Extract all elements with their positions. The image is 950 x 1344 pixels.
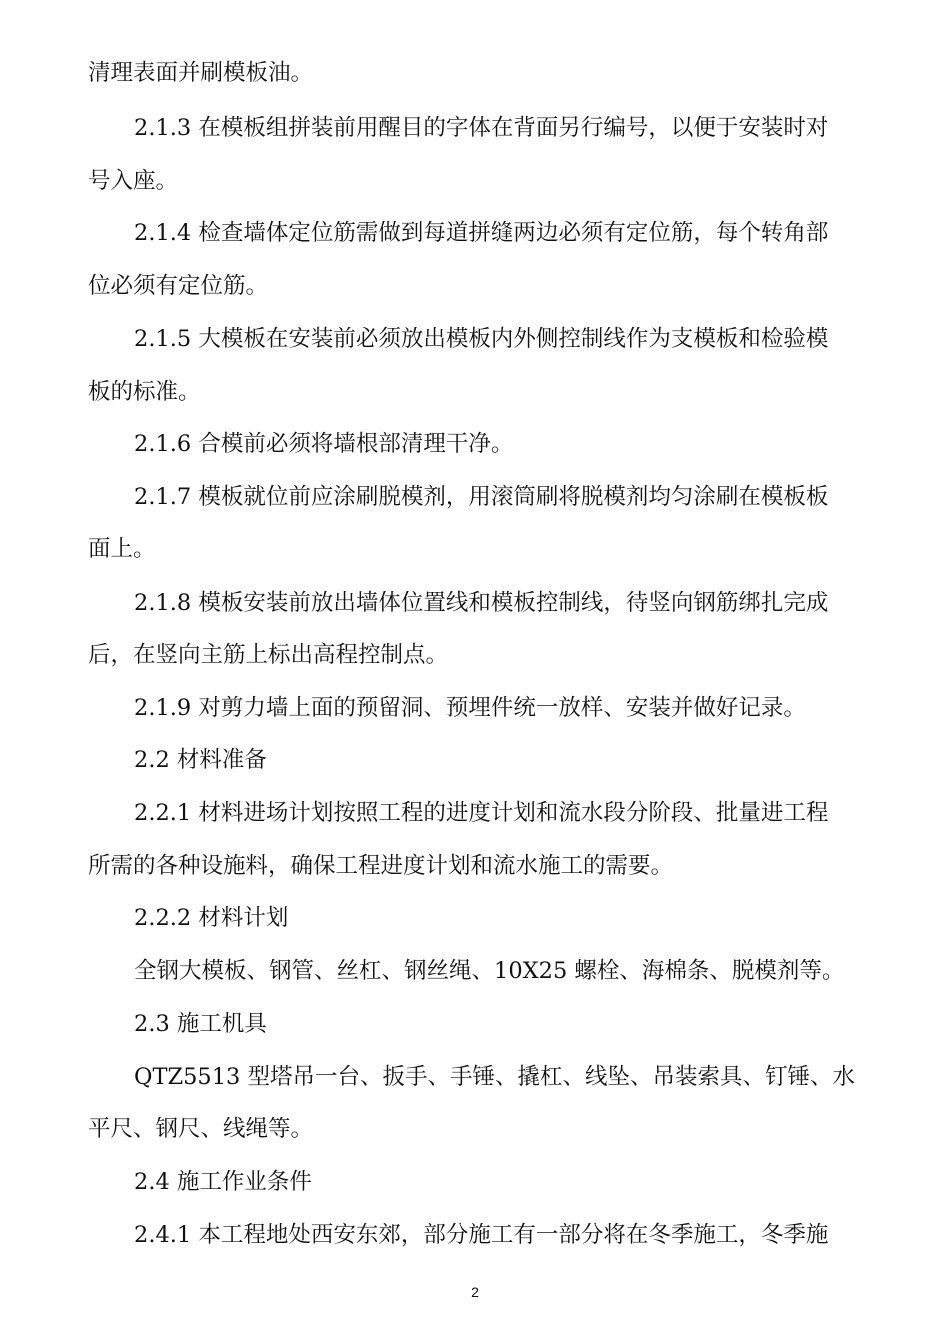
text-line: 平尺、钢尺、线绳等。 [88,1116,314,1142]
text-line: 面上。 [88,536,156,562]
text-line: 2.1.9 对剪力墙上面的预留洞、预埋件统一放样、安装并做好记录。 [134,695,806,721]
text-line: 全钢大模板、钢管、丝杠、钢丝绳、10X25 螺栓、海棉条、脱模剂等。 [134,958,845,984]
subsection-heading: 2.2.2 材料计划 [134,905,289,931]
text-line: 2.1.7 模板就位前应涂刷脱模剂，用滚筒刷将脱模剂均匀涂刷在模板板 [134,484,829,510]
text-line: 2.4.1 本工程地处西安东郊，部分施工有一部分将在冬季施工，冬季施 [134,1222,829,1248]
text-line: 2.2.1 材料进场计划按照工程的进度计划和流水段分阶段、批量进工程 [134,800,829,826]
section-heading: 2.4 施工作业条件 [134,1169,312,1195]
text-line: 位必须有定位筋。 [88,273,269,299]
text-line: 2.1.4 检查墙体定位筋需做到每道拼缝两边必须有定位筋，每个转角部 [134,220,829,246]
text-line: QTZ5513 型塔吊一台、扳手、手锤、撬杠、线坠、吊装索具、钉锤、水 [134,1064,856,1090]
text-line: 2.1.8 模板安装前放出墙体位置线和模板控制线，待竖向钢筋绑扎完成 [134,590,829,616]
text-line: 2.1.5 大模板在安装前必须放出模板内外侧控制线作为支模板和检验模 [134,326,829,352]
text-line: 2.1.6 合模前必须将墙根部清理干净。 [134,431,514,457]
text-line: 板的标准。 [88,379,201,405]
page-number: 2 [471,1284,479,1300]
section-heading: 2.3 施工机具 [134,1011,267,1037]
section-heading: 2.2 材料准备 [134,747,267,773]
text-line: 2.1.3 在模板组拼装前用醒目的字体在背面另行编号，以便于安装时对 [134,115,829,141]
text-line: 后，在竖向主筋上标出高程控制点。 [88,642,449,668]
text-line: 清理表面并刷模板油。 [88,60,314,86]
text-line: 所需的各种设施料，确保工程进度计划和流水施工的需要。 [88,853,674,879]
text-line: 号入座。 [88,168,179,194]
